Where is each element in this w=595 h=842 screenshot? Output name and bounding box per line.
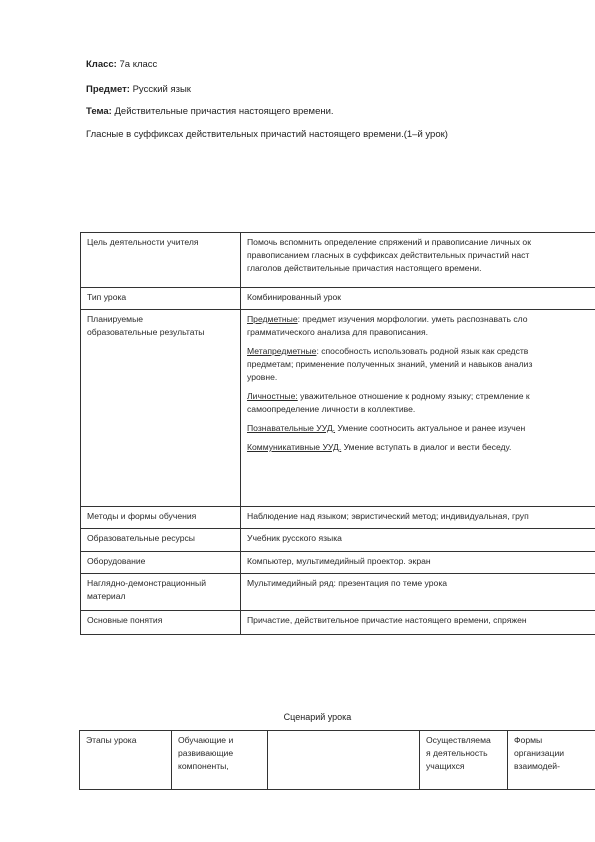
row-label: Цель деятельности учителя	[81, 233, 241, 288]
row-value	[241, 233, 595, 288]
text-line: грамматического анализа для правописания.	[247, 327, 429, 337]
row-label	[81, 310, 241, 507]
subject-line	[86, 84, 191, 96]
text-line: организации	[514, 748, 565, 758]
table-row	[81, 529, 595, 552]
text-line: компоненты,	[178, 761, 229, 771]
row-value: Учебник русского языка	[241, 529, 595, 552]
header-cell-student-activity	[420, 731, 508, 790]
text-line: правописанием гласных в суффиксах действительных причастий наст	[247, 250, 530, 260]
text-line	[247, 313, 595, 326]
header-cell-stages: Этапы урока	[80, 731, 172, 790]
text-line	[247, 441, 595, 454]
text-line	[247, 422, 595, 435]
text-line: взаимодей-	[514, 761, 560, 771]
text-line: развивающие	[178, 748, 234, 758]
text-line: уровне.	[247, 372, 278, 382]
text-line: учащихся	[426, 761, 465, 771]
subject-value: Русский язык	[132, 84, 191, 95]
topic-value: Действительные причастия настоящего времени.	[114, 106, 334, 117]
header-cell-forms	[508, 731, 595, 790]
meta-results-title: Метапредметные	[247, 346, 317, 356]
text-line: образовательные результаты	[87, 327, 205, 337]
text-span: Умение вступать в диалог и вести беседу.	[341, 442, 512, 452]
row-value: Компьютер, мультимедийный проектор. экран	[241, 552, 595, 574]
text-span: уважительное отношение к родному языку; стремление к	[297, 391, 530, 401]
subject-label: Предмет:	[86, 84, 130, 95]
cognitive-uud-title: Познавательные УУД.	[247, 423, 336, 433]
text-line: я деятельность	[426, 748, 488, 758]
table-row	[81, 507, 595, 529]
topic-label: Тема:	[86, 106, 112, 117]
text-line: предметам; применение полученных знаний, умений и навыков анализ	[247, 359, 533, 369]
scenario-title: Сценарий урока	[283, 712, 352, 722]
text-line: Формы	[514, 735, 543, 745]
class-label: Класс:	[86, 59, 117, 70]
text-span: : способность использовать родной язык как средств	[316, 346, 529, 356]
row-label: Основные понятия	[81, 611, 241, 635]
communicative-uud-title: Коммуникативные УУД.	[247, 442, 342, 452]
row-value: Причастие, действительное причастие настоящего времени, спряжен	[241, 611, 595, 635]
row-value: Мультимедийный ряд: презентация по теме урока	[241, 574, 595, 611]
text-line	[247, 345, 595, 358]
text-line: материал	[87, 591, 126, 601]
text-line: самоопределение личности в коллективе.	[247, 404, 416, 414]
table-row	[80, 731, 595, 790]
header-cell-components	[172, 731, 268, 790]
text-line	[247, 390, 595, 403]
text-line: Обучающие и	[178, 735, 234, 745]
text-line: Наглядно-демонстрационный	[87, 578, 206, 588]
topic-line	[86, 106, 334, 118]
row-value: Наблюдение над языком; эвристический метод; индивидуальная, груп	[241, 507, 595, 529]
text-line: Осуществляема	[426, 735, 491, 745]
table-row	[81, 611, 595, 635]
table-row	[81, 574, 595, 611]
table-row	[81, 233, 595, 288]
row-value: Комбинированный урок	[241, 288, 595, 310]
class-value: 7а класс	[119, 59, 158, 70]
table-row	[81, 552, 595, 574]
table-row	[81, 288, 595, 310]
scenario-table	[79, 730, 595, 790]
table-row	[81, 310, 595, 507]
topic-line-2: Гласные в суффиксах действительных причастий настоящего времени.(1–й урок)	[86, 129, 448, 140]
subject-results-title: Предметные	[247, 314, 298, 324]
text-line: Планируемые	[87, 314, 144, 324]
row-label: Тип урока	[81, 288, 241, 310]
text-span: : предмет изучения морфологии. уметь распознавать сло	[297, 314, 528, 324]
text-line: Помочь вспомнить определение спряжений и правописание личных ок	[247, 237, 531, 247]
row-label: Образовательные ресурсы	[81, 529, 241, 552]
row-label: Оборудование	[81, 552, 241, 574]
row-label	[81, 574, 241, 611]
text-line: глаголов действительные причастия настоящего времени.	[247, 263, 482, 273]
class-line	[86, 59, 157, 71]
text-span: Умение соотносить актуальное и ранее изучен	[335, 423, 526, 433]
row-value	[241, 310, 595, 507]
lesson-info-table	[80, 232, 595, 635]
row-label: Методы и формы обучения	[81, 507, 241, 529]
personal-results-title: Личностные:	[247, 391, 298, 401]
header-cell-empty	[268, 731, 420, 790]
